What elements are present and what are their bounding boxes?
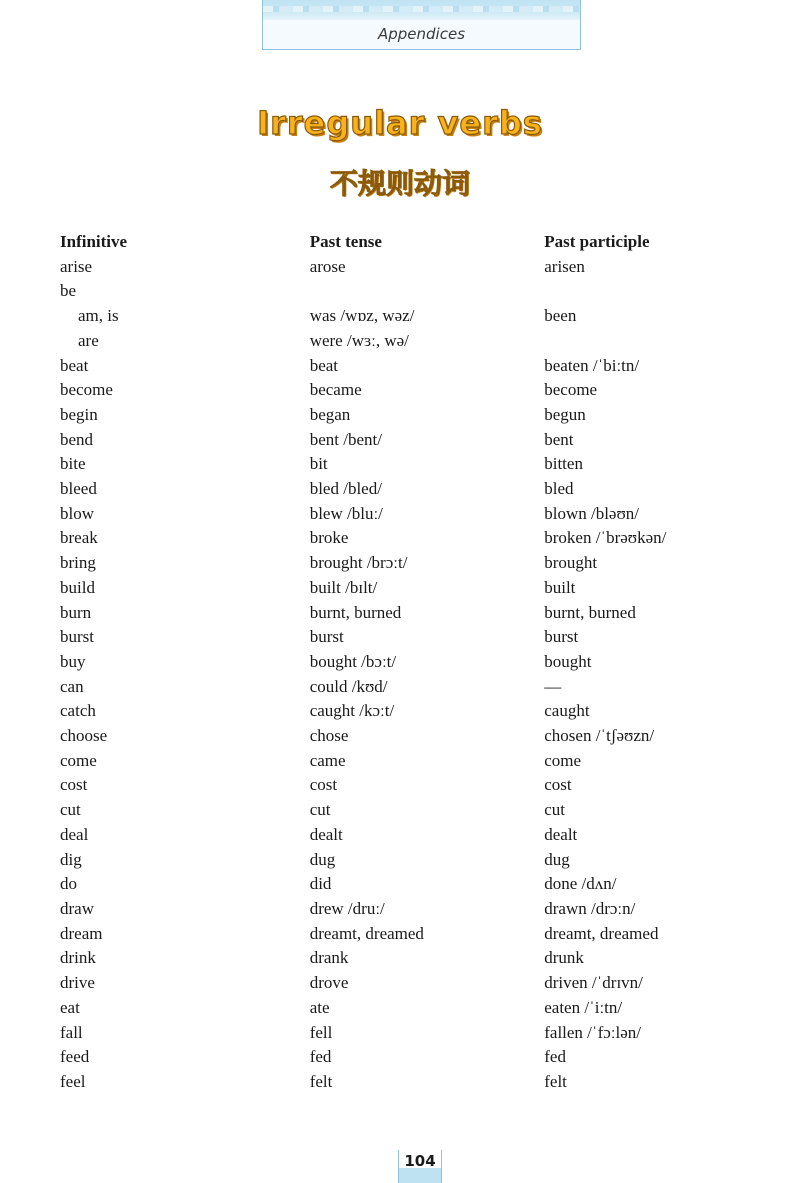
cell-infinitive: drive: [60, 973, 95, 993]
table-row: [60, 1021, 760, 1046]
table-row: [60, 946, 760, 971]
table-row: [60, 378, 760, 403]
cell-infinitive: beat: [60, 355, 89, 375]
cell-past-tense: drew /druː/: [309, 898, 385, 918]
cell-infinitive: bleed: [60, 479, 97, 499]
table-row: [60, 428, 760, 453]
cell-past-participle: bled: [544, 479, 574, 499]
cell-past-tense: beat: [309, 355, 339, 375]
cell-past-tense: came: [309, 750, 346, 770]
table-row: [60, 403, 760, 428]
cell-past-participle: drawn /drɔːn/: [544, 898, 636, 918]
cell-past-participle: felt: [544, 1071, 567, 1091]
table-row: [60, 452, 760, 477]
cell-infinitive: bend: [60, 429, 94, 449]
cell-past-tense: arose: [309, 256, 346, 276]
cell-infinitive: cut: [60, 800, 81, 820]
table-row: [60, 526, 760, 551]
cell-past-tense: did: [309, 874, 332, 894]
table-row: [60, 477, 760, 502]
cell-past-tense: cut: [309, 800, 331, 820]
table-body: [60, 255, 760, 1095]
cell-past-tense: became: [309, 380, 362, 400]
table-row: [60, 329, 760, 354]
table-row: [60, 699, 760, 724]
cell-past-tense: bought /bɔːt/: [309, 651, 397, 671]
page-number: 104: [398, 1150, 442, 1183]
table-row: [60, 872, 760, 897]
cell-past-participle: bitten: [544, 454, 583, 474]
column-header-past-participle: Past participle: [544, 232, 650, 251]
cell-past-participle: fallen /ˈfɔːlən/: [544, 1022, 641, 1042]
cell-past-participle: broken /ˈbrəʊkən/: [544, 528, 667, 548]
cell-infinitive: can: [60, 676, 84, 696]
table-row: [60, 971, 760, 996]
table-row: [60, 848, 760, 873]
table-row: [60, 773, 760, 798]
table-row: [60, 304, 760, 329]
cell-past-tense: was /wɒz, wəz/: [309, 306, 415, 326]
cell-past-participle: [544, 279, 760, 304]
section-label: Appendices: [377, 25, 466, 43]
table-row: [60, 601, 760, 626]
cell-past-tense: built /bɪlt/: [309, 577, 378, 597]
page-title: Irregular verbs: [257, 104, 543, 142]
cell-infinitive: do: [60, 874, 77, 894]
cell-past-tense: brought /brɔːt/: [309, 553, 408, 573]
cell-past-participle: come: [544, 750, 582, 770]
cell-past-tense: chose: [309, 726, 349, 746]
cell-past-participle: blown /bləʊn/: [544, 503, 640, 523]
table-row: [60, 576, 760, 601]
column-header-past-tense: Past tense: [309, 232, 382, 251]
table-row: [60, 354, 760, 379]
cell-infinitive: buy: [60, 651, 86, 671]
cell-infinitive: dig: [60, 849, 82, 869]
cell-infinitive: choose: [60, 726, 108, 746]
cell-past-participle: cost: [544, 775, 572, 795]
table-row: [60, 823, 760, 848]
cell-past-tense: burst: [309, 627, 344, 647]
cell-infinitive: feel: [60, 1071, 86, 1091]
cell-past-participle: begun: [544, 404, 586, 424]
table-row: [60, 1045, 760, 1070]
cell-past-participle: dealt: [544, 824, 578, 844]
table-row: [60, 1070, 760, 1095]
cell-past-participle: —: [544, 676, 562, 696]
cell-infinitive: drink: [60, 948, 96, 968]
cell-infinitive: break: [60, 528, 98, 548]
cell-past-tense: broke: [309, 528, 349, 548]
cell-past-tense: bent /bent/: [309, 429, 382, 449]
cell-past-tense: began: [309, 404, 351, 424]
table-row: [60, 551, 760, 576]
table-row: [60, 922, 760, 947]
cell-past-tense: drank: [309, 948, 349, 968]
cell-past-participle: burnt, burned: [544, 602, 636, 622]
cell-past-participle: dug: [544, 849, 570, 869]
table-row: [60, 625, 760, 650]
cell-past-tense: [310, 279, 545, 304]
cell-past-participle: bought: [544, 651, 592, 671]
table-row: [60, 798, 760, 823]
cell-past-tense: drove: [309, 973, 349, 993]
cell-past-participle: burst: [544, 627, 579, 647]
cell-past-participle: arisen: [544, 256, 585, 276]
page-subtitle: 不规则动词: [329, 167, 470, 200]
cell-infinitive: arise: [60, 256, 93, 276]
cell-infinitive: blow: [60, 503, 94, 523]
cell-past-tense: fell: [309, 1022, 333, 1042]
cell-infinitive: eat: [60, 997, 80, 1017]
cell-infinitive: am, is: [78, 306, 119, 326]
cell-infinitive: build: [60, 577, 95, 597]
cell-past-tense: caught /kɔːt/: [309, 701, 395, 721]
table-row: [60, 996, 760, 1021]
table-row: [60, 897, 760, 922]
cell-past-participle: driven /ˈdrɪvn/: [544, 973, 643, 993]
table-header-row: [60, 230, 760, 255]
cell-past-tense: dealt: [309, 824, 343, 844]
cell-infinitive: feed: [60, 1047, 90, 1067]
cell-infinitive: be: [60, 281, 77, 301]
cell-past-tense: felt: [309, 1071, 333, 1091]
cell-past-participle: done /dʌn/: [544, 874, 617, 894]
cell-past-tense: cost: [309, 775, 338, 795]
cell-past-tense: could /kʊd/: [309, 676, 388, 696]
table-row: [60, 749, 760, 774]
cell-past-participle: brought: [544, 553, 598, 573]
cell-infinitive: draw: [60, 898, 94, 918]
irregular-verbs-table: [60, 230, 760, 1095]
cell-past-tense: fed: [309, 1047, 332, 1067]
cell-past-participle: [544, 329, 760, 354]
tab-decorative-band: [263, 0, 580, 20]
table-row: [60, 279, 760, 304]
cell-past-tense: blew /bluː/: [309, 503, 383, 523]
cell-past-tense: were /wɜː, wə/: [309, 330, 409, 350]
cell-past-participle: chosen /ˈtʃəʊzn/: [544, 726, 655, 746]
cell-past-participle: drunk: [544, 948, 584, 968]
table-row: [60, 255, 760, 280]
cell-infinitive: catch: [60, 701, 96, 721]
cell-infinitive: begin: [60, 404, 98, 424]
cell-past-participle: fed: [544, 1047, 566, 1067]
cell-past-tense: bled /bled/: [309, 479, 382, 499]
cell-infinitive: become: [60, 380, 113, 400]
cell-infinitive: dream: [60, 923, 103, 943]
cell-past-tense: dug: [309, 849, 336, 869]
cell-infinitive: deal: [60, 824, 89, 844]
appendices-tab: [262, 0, 581, 50]
cell-past-participle: become: [544, 380, 598, 400]
cell-past-participle: beaten /ˈbiːtn/: [544, 355, 640, 375]
cell-past-participle: caught: [544, 701, 590, 721]
cell-past-tense: burnt, burned: [309, 602, 402, 622]
column-header-infinitive: Infinitive: [60, 232, 128, 251]
table-row: [60, 650, 760, 675]
cell-past-participle: been: [544, 306, 577, 326]
cell-past-tense: dreamt, dreamed: [309, 923, 424, 943]
table-row: [60, 675, 760, 700]
cell-past-tense: bit: [309, 454, 328, 474]
cell-infinitive: are: [78, 330, 99, 350]
cell-past-tense: ate: [309, 997, 330, 1017]
cell-infinitive: burn: [60, 602, 92, 622]
cell-past-participle: eaten /ˈiːtn/: [544, 997, 623, 1017]
cell-infinitive: fall: [60, 1022, 83, 1042]
cell-infinitive: cost: [60, 775, 88, 795]
cell-infinitive: come: [60, 750, 97, 770]
cell-infinitive: burst: [60, 627, 94, 647]
cell-infinitive: bite: [60, 454, 86, 474]
cell-past-participle: dreamt, dreamed: [544, 923, 659, 943]
cell-infinitive: bring: [60, 553, 96, 573]
cell-past-participle: bent: [544, 429, 574, 449]
table-row: [60, 724, 760, 749]
table-row: [60, 502, 760, 527]
cell-past-participle: built: [544, 577, 576, 597]
cell-past-participle: cut: [544, 800, 566, 820]
